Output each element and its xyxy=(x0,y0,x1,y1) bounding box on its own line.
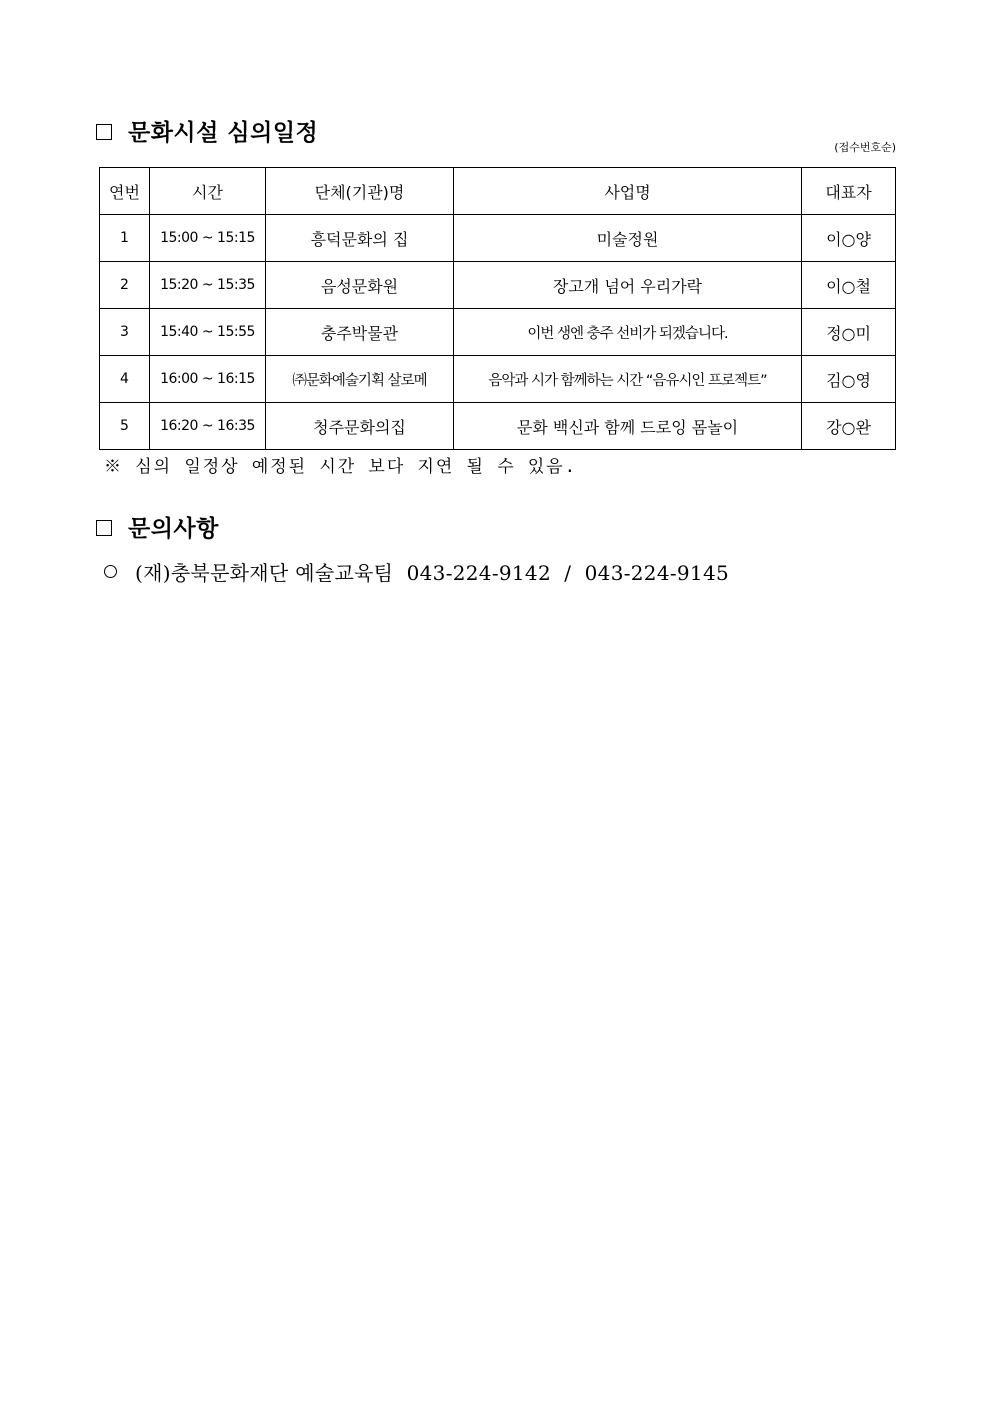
cell-time: 16:20 ~ 16:35 xyxy=(150,403,266,450)
cell-rep: 이○철 xyxy=(802,262,896,309)
cell-rep: 강○완 xyxy=(802,403,896,450)
inquiry-title-text: 문의사항 xyxy=(128,516,219,542)
cell-time: 15:40 ~ 15:55 xyxy=(150,309,266,356)
cell-no: 5 xyxy=(100,403,150,450)
table-header-row xyxy=(100,168,896,215)
delay-footnote: ※ 심의 일정상 예정된 시간 보다 지연 될 수 있음. xyxy=(104,457,577,477)
checkbox-square-icon xyxy=(96,124,112,140)
cell-no: 1 xyxy=(100,215,150,262)
cell-time: 16:00 ~ 16:15 xyxy=(150,356,266,403)
cell-org: 충주박물관 xyxy=(266,309,454,356)
schedule-table xyxy=(99,167,896,450)
cell-rep: 이○양 xyxy=(802,215,896,262)
cell-time: 15:20 ~ 15:35 xyxy=(150,262,266,309)
cell-project: 미술정원 xyxy=(454,215,802,262)
cell-rep: 김○영 xyxy=(802,356,896,403)
order-note: (접수번호순) xyxy=(834,141,896,154)
header-org: 단체(기관)명 xyxy=(266,168,454,215)
checkbox-square-icon xyxy=(96,520,112,536)
cell-org: 음성문화원 xyxy=(266,262,454,309)
table-row xyxy=(100,262,896,309)
cell-project: 음악과 시가 함께하는 시간 “음유시인 프로젝트” xyxy=(454,356,802,403)
table-row xyxy=(100,309,896,356)
table-row xyxy=(100,356,896,403)
cell-no: 4 xyxy=(100,356,150,403)
table-row xyxy=(100,403,896,450)
header-time: 시간 xyxy=(150,168,266,215)
header-no: 연번 xyxy=(100,168,150,215)
header-rep: 대표자 xyxy=(802,168,896,215)
cell-org: 흥덕문화의 집 xyxy=(266,215,454,262)
cell-rep: 정○미 xyxy=(802,309,896,356)
cell-no: 2 xyxy=(100,262,150,309)
cell-time: 15:00 ~ 15:15 xyxy=(150,215,266,262)
cell-org: ㈜문화예술기획 살로메 xyxy=(266,356,454,403)
contact-line xyxy=(104,557,729,586)
circle-bullet-icon xyxy=(104,565,117,578)
inquiry-section-title xyxy=(96,510,219,543)
table-row xyxy=(100,215,896,262)
cell-project: 장고개 넘어 우리가락 xyxy=(454,262,802,309)
schedule-section-title xyxy=(96,114,318,147)
schedule-title-text: 문화시설 심의일정 xyxy=(128,120,319,146)
cell-no: 3 xyxy=(100,309,150,356)
cell-org: 청주문화의집 xyxy=(266,403,454,450)
header-project: 사업명 xyxy=(454,168,802,215)
contact-text: (재)충북문화재단 예술교육팀 043-224-9142 / 043-224-9145 xyxy=(135,561,730,585)
cell-project: 이번 생엔 충주 선비가 되겠습니다. xyxy=(454,309,802,356)
cell-project: 문화 백신과 함께 드로잉 몸놀이 xyxy=(454,403,802,450)
